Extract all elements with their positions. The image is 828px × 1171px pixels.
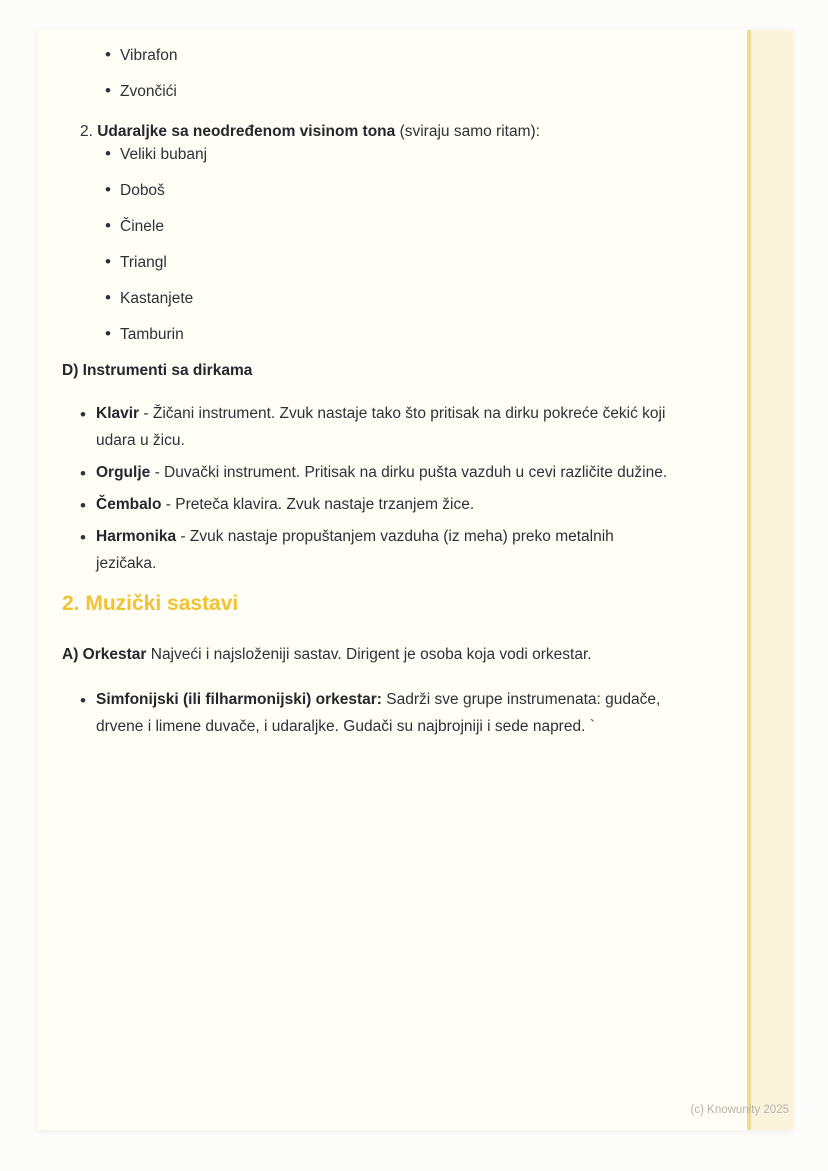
list-item	[62, 324, 671, 346]
orchestra-paragraph	[62, 641, 671, 668]
term-description: - Preteča klavira. Zvuk nastaje trzanjem žice.	[161, 496, 475, 513]
term-label: Harmonika	[96, 528, 177, 545]
document-content	[38, 30, 671, 740]
copyright-notice: (c) Knowunity 2025	[690, 1104, 789, 1116]
page-edge-line	[747, 30, 751, 1130]
list-item-label: Doboš	[120, 182, 165, 199]
ensemble-list	[62, 686, 671, 740]
term-label: Simfonijski (ili filharmonijski) orkestar:	[96, 691, 382, 708]
list-item-label: Činele	[120, 218, 164, 235]
numbered-item-prefix: 2.	[80, 123, 98, 140]
term-description: Sadrži sve grupe instrumenata: gudače, drvene i limene duvače, i udaraljke. Gudači su najbrojniji i sede napred. `	[96, 691, 661, 735]
list-item-label: Kastanjete	[120, 290, 194, 307]
numbered-item-unpitched-percussion	[62, 121, 671, 143]
list-item	[62, 400, 671, 454]
keyboard-instruments-list	[62, 400, 671, 577]
list-item	[62, 686, 671, 740]
pitched-percussion-list	[62, 45, 671, 103]
term-label: Čembalo	[96, 496, 162, 513]
list-item	[62, 252, 671, 274]
list-item	[62, 288, 671, 310]
list-item	[62, 45, 671, 67]
page-edge-band	[751, 30, 793, 1130]
list-item	[62, 81, 671, 103]
list-item-label: Zvončići	[120, 83, 177, 100]
numbered-item-suffix: (sviraju samo ritam):	[395, 123, 540, 140]
document-page	[38, 30, 793, 1130]
unpitched-percussion-list	[62, 144, 671, 346]
list-item-label: Tamburin	[120, 326, 184, 343]
heading-keyboard-instruments: D) Instrumenti sa dirkama	[62, 362, 253, 379]
term-description: - Duvački instrument. Pritisak na dirku pušta vazduh u cevi različite dužine.	[150, 464, 668, 481]
list-item	[62, 523, 671, 577]
paragraph-bold: A) Orkestar	[62, 646, 147, 663]
list-item	[62, 491, 671, 518]
list-item-label: Veliki bubanj	[120, 146, 208, 163]
term-description: - Zvuk nastaje propuštanjem vazduha (iz meha) preko metalnih jezičaka.	[96, 528, 614, 572]
numbered-item-bold: Udaraljke sa neodređenom visinom tona	[97, 123, 396, 140]
section-title-music-ensembles: 2. Muzički sastavi	[62, 592, 239, 615]
term-label: Orgulje	[96, 464, 151, 481]
list-item	[62, 216, 671, 238]
list-item-label: Triangl	[120, 254, 167, 271]
term-label: Klavir	[96, 405, 140, 422]
term-description: - Žičani instrument. Zvuk nastaje tako što pritisak na dirku pokreće čekić koji udara u žicu.	[96, 405, 666, 449]
list-item-label: Vibrafon	[120, 47, 178, 64]
list-item	[62, 180, 671, 202]
paragraph-text: Najveći i najsloženiji sastav. Dirigent je osoba koja vodi orkestar.	[146, 646, 592, 663]
list-item	[62, 459, 671, 486]
list-item	[62, 144, 671, 166]
